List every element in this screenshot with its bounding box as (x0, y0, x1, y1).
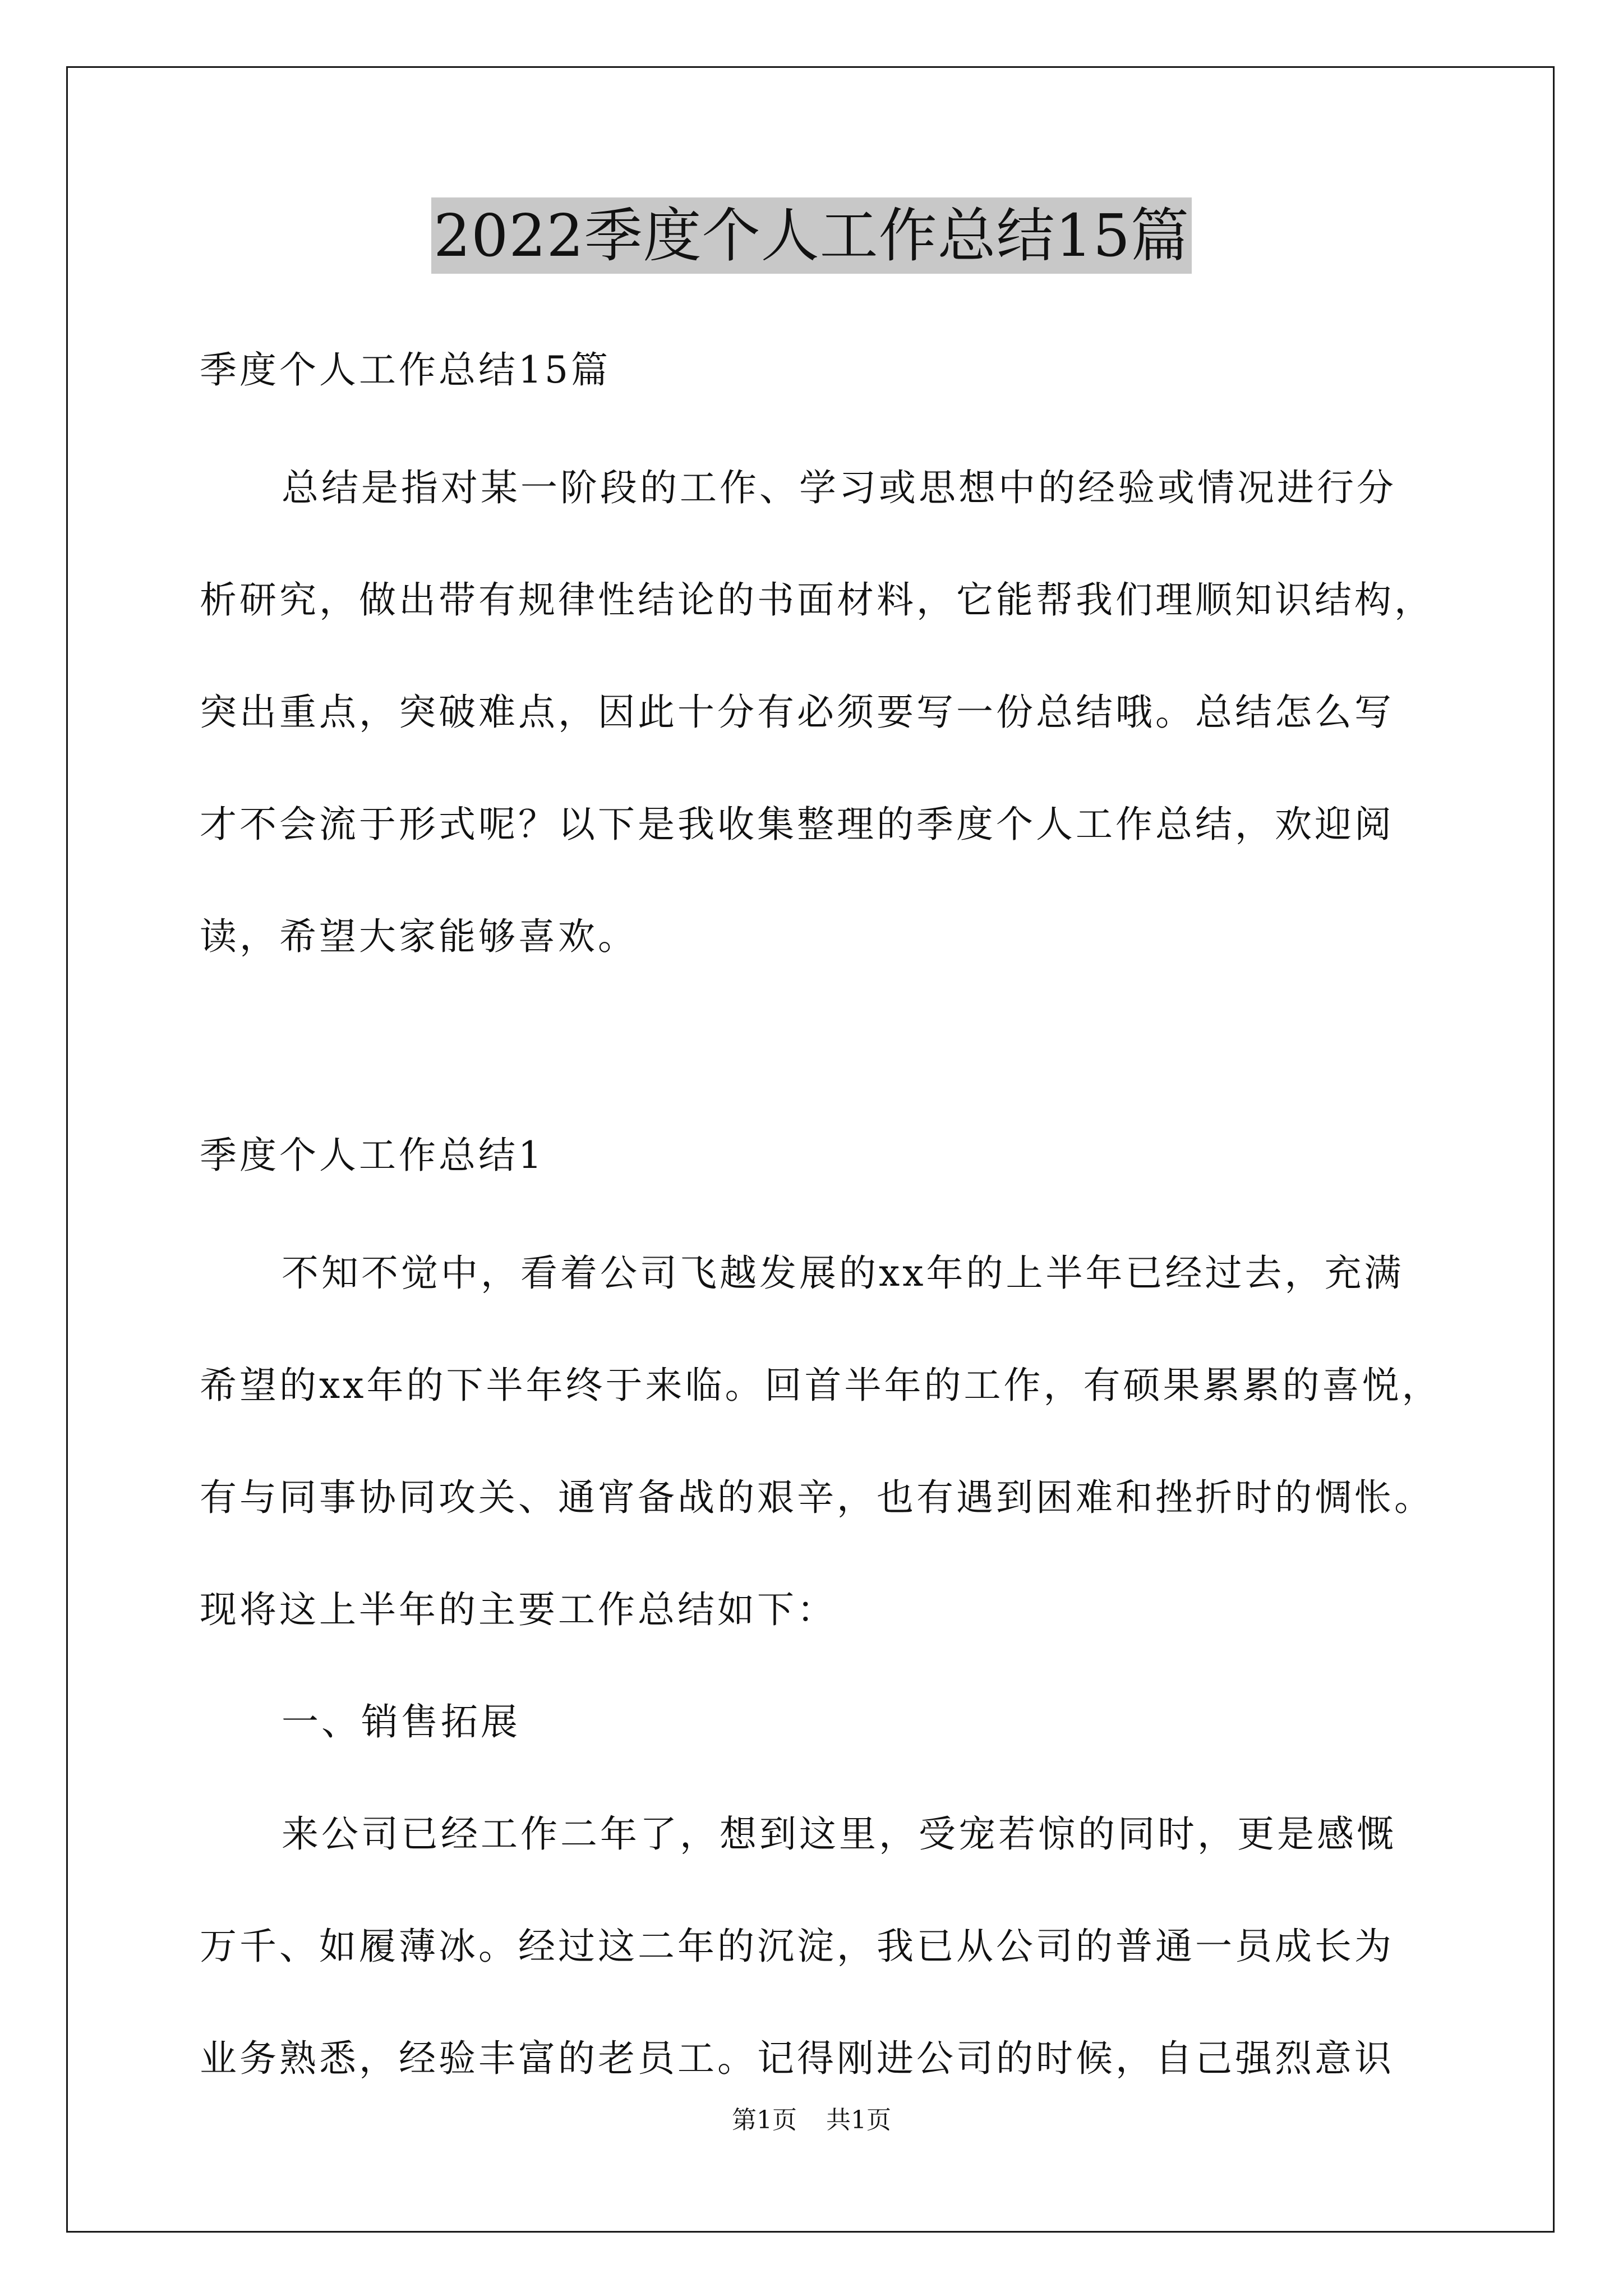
paragraph-line: 现将这上半年的主要工作总结如下： (200, 1588, 837, 1631)
page-total: 共1页 (826, 2106, 891, 2134)
paragraph-line: 突出重点，突破难点，因此十分有必须要写一份总结哦。总结怎么写 (200, 691, 1394, 734)
paragraph-line: 总结是指对某一阶段的工作、学习或思想中的经验或情况进行分 (282, 466, 1396, 509)
section-heading: 季度个人工作总结1 (200, 1134, 545, 1177)
paragraph-line: 才不会流于形式呢？以下是我收集整理的季度个人工作总结，欢迎阅 (200, 803, 1394, 846)
paragraph-line: 读，希望大家能够喜欢。 (200, 915, 638, 958)
paragraph-line: 有与同事协同攻关、通宵备战的艰辛，也有遇到困难和挫折时的惆怅。 (200, 1476, 1434, 1519)
paragraph-line: 析研究，做出带有规律性结论的书面材料，它能帮我们理顺知识结构， (200, 578, 1434, 622)
document-title: 2022季度个人工作总结15篇 (431, 197, 1192, 274)
subtitle-line: 季度个人工作总结15篇 (200, 348, 611, 392)
page-number: 第1页 (732, 2106, 797, 2134)
paragraph-line: 不知不觉中，看着公司飞越发展的xx年的上半年已经过去，充满 (282, 1251, 1404, 1295)
paragraph-line: 万千、如履薄冰。经过这二年的沉淀，我已从公司的普通一员成长为 (200, 1925, 1394, 1968)
paragraph-line: 来公司已经工作二年了，想到这里，受宠若惊的同时，更是感慨 (282, 1812, 1396, 1856)
paragraph-line: 业务熟悉，经验丰富的老员工。记得刚进公司的时候，自己强烈意识 (200, 2037, 1394, 2080)
subsection-heading: 一、销售拓展 (282, 1700, 520, 1743)
page-footer (0, 2105, 1623, 2136)
title-block (0, 197, 1623, 274)
paragraph-line: 希望的xx年的下半年终于来临。回首半年的工作，有硕果累累的喜悦， (200, 1364, 1442, 1407)
